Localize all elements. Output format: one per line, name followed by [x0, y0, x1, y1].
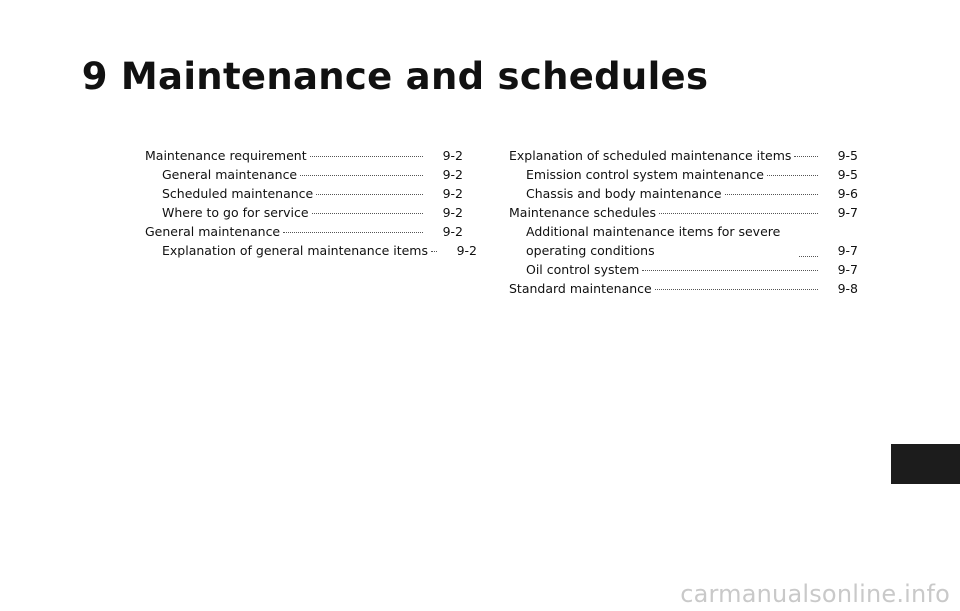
- toc-entry[interactable]: [145, 241, 477, 260]
- toc-entry[interactable]: [145, 222, 463, 241]
- toc-leader: [725, 194, 818, 195]
- toc-entry-label: General maintenance: [145, 224, 281, 239]
- toc-leader: [659, 213, 818, 214]
- toc-leader: [767, 175, 818, 176]
- toc-entry-label: General maintenance: [162, 167, 298, 182]
- toc-leader: [310, 156, 423, 157]
- toc-leader: [283, 232, 423, 233]
- toc-entry[interactable]: [509, 184, 858, 203]
- toc-entry-label: Chassis and body maintenance: [526, 186, 722, 201]
- toc-entry-label: Emission control system maintenance: [526, 167, 764, 182]
- toc-entry-page: 9-8: [837, 281, 858, 296]
- toc-entry-page: 9-2: [456, 243, 477, 258]
- toc-entry-page: 9-2: [442, 167, 463, 182]
- toc-entry-page: 9-5: [837, 167, 858, 182]
- toc-entry-page: 9-2: [442, 148, 463, 163]
- toc-column-right: [509, 146, 858, 298]
- toc-entry-page: 9-2: [442, 186, 463, 201]
- toc-entry[interactable]: [509, 279, 858, 298]
- toc-entry[interactable]: [509, 165, 858, 184]
- toc-entry-label: Additional maintenance items for severe operating conditions: [526, 224, 781, 258]
- toc-entry-page: 9-2: [442, 205, 463, 220]
- toc-leader: [300, 175, 423, 176]
- toc-entry[interactable]: [509, 222, 858, 260]
- toc-entry-label: Explanation of general maintenance items: [162, 243, 428, 258]
- toc-leader: [655, 289, 818, 290]
- chapter-tab: [891, 444, 960, 484]
- toc-entry[interactable]: [145, 146, 463, 165]
- toc-entry[interactable]: [145, 203, 463, 222]
- chapter-title: 9 Maintenance and schedules: [81, 54, 709, 98]
- toc-entry[interactable]: [509, 203, 858, 222]
- toc-entry-label: Standard maintenance: [509, 281, 652, 296]
- toc-column-left: [145, 146, 477, 260]
- toc-entry-label: Maintenance requirement: [145, 148, 307, 163]
- toc-leader: [316, 194, 423, 195]
- toc-leader: [794, 156, 818, 157]
- toc-entry-label: Scheduled maintenance: [162, 186, 314, 201]
- toc-entry[interactable]: [509, 146, 858, 165]
- toc-entry-label: Explanation of scheduled maintenance items: [509, 148, 792, 163]
- watermark: carmanualsonline.info: [680, 580, 950, 608]
- toc-leader: [642, 270, 818, 271]
- toc-entry-page: 9-7: [837, 262, 858, 277]
- toc-leader: [431, 251, 437, 252]
- toc-entry-label: Oil control system: [526, 262, 640, 277]
- toc-entry-page: 9-2: [442, 224, 463, 239]
- toc-entry-page: 9-5: [837, 148, 858, 163]
- toc-entry[interactable]: [145, 184, 463, 203]
- toc-entry[interactable]: [509, 260, 858, 279]
- toc-entry-page: 9-7: [837, 243, 858, 258]
- toc-entry-page: 9-7: [837, 205, 858, 220]
- toc-leader: [312, 213, 423, 214]
- toc-entry-label: Maintenance schedules: [509, 205, 657, 220]
- toc-entry-label: Where to go for service: [162, 205, 309, 220]
- toc-leader: [799, 256, 818, 257]
- toc-entry-page: 9-6: [837, 186, 858, 201]
- toc-entry[interactable]: [145, 165, 463, 184]
